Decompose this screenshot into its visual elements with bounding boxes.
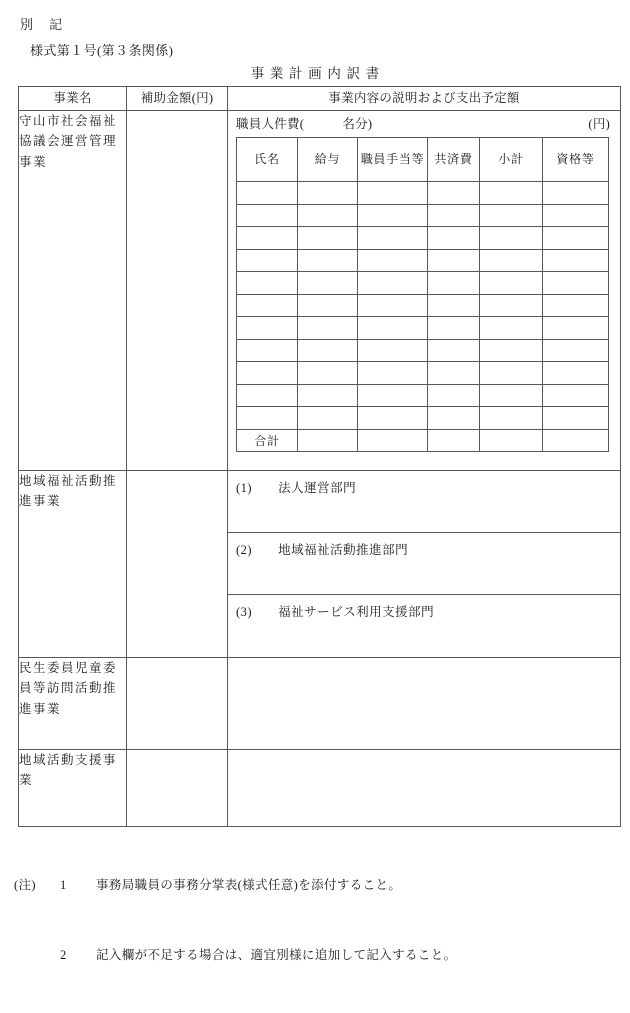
column-header-description: 事業内容の説明および支出予定額: [228, 87, 621, 111]
subsidy-amount-cell[interactable]: [127, 658, 228, 750]
appendix-label: 別 記: [20, 17, 64, 32]
notes-label: (注): [14, 878, 36, 893]
personnel-table-spacer: [228, 452, 620, 470]
personnel-cost-header: [228, 111, 620, 135]
personnel-cell[interactable]: [480, 317, 543, 340]
personnel-cell[interactable]: [358, 407, 428, 430]
personnel-blank-row[interactable]: [237, 339, 609, 362]
division-label: 法人運営部門: [278, 481, 357, 495]
personnel-cell[interactable]: [358, 227, 428, 250]
personnel-cell[interactable]: [543, 317, 609, 340]
personnel-column-mutual-aid: 共済費: [428, 138, 480, 182]
personnel-blank-row[interactable]: [237, 317, 609, 340]
personnel-cell[interactable]: [543, 272, 609, 295]
personnel-cell[interactable]: [428, 227, 480, 250]
subsidy-amount-cell[interactable]: [127, 111, 228, 471]
personnel-cell[interactable]: [358, 182, 428, 205]
personnel-cell[interactable]: [428, 272, 480, 295]
personnel-blank-row[interactable]: [237, 182, 609, 205]
note-item: [14, 944, 457, 967]
personnel-blank-row[interactable]: [237, 227, 609, 250]
division-number: (3): [236, 605, 253, 619]
personnel-cell[interactable]: [298, 249, 358, 272]
personnel-cell[interactable]: [237, 384, 298, 407]
column-header-business-name: 事業名: [19, 87, 127, 111]
table-header-row: [19, 87, 621, 111]
business-name-cell: 地域福祉活動推進事業: [19, 471, 127, 658]
business-name-cell: 地域活動支援事業: [19, 750, 127, 827]
description-cell: [228, 111, 621, 471]
personnel-cell[interactable]: [543, 362, 609, 385]
personnel-column-salary: 給与: [298, 138, 358, 182]
personnel-cell[interactable]: [237, 407, 298, 430]
table-row: [19, 471, 621, 658]
business-name-cell: 民生委員児童委員等訪問活動推進事業: [19, 658, 127, 750]
personnel-cell[interactable]: [543, 407, 609, 430]
personnel-total-qualification[interactable]: [543, 429, 609, 452]
note-text: 事務局職員の事務分掌表(様式任意)を添付すること。: [96, 878, 402, 893]
business-name-cell: 守山市社会福祉協議会運営管理事業: [19, 111, 127, 471]
subsidy-amount-cell[interactable]: [127, 750, 228, 827]
personnel-cell[interactable]: [298, 227, 358, 250]
personnel-cell[interactable]: [358, 204, 428, 227]
personnel-total-label: 合計: [237, 429, 298, 452]
currency-unit-label: (円): [588, 117, 610, 131]
personnel-cell[interactable]: [480, 362, 543, 385]
personnel-cell[interactable]: [237, 294, 298, 317]
personnel-cell[interactable]: [480, 384, 543, 407]
division-number: (1): [236, 481, 253, 495]
division-item-3[interactable]: [228, 595, 620, 657]
personnel-cell[interactable]: [298, 384, 358, 407]
personnel-cell[interactable]: [298, 362, 358, 385]
personnel-cell[interactable]: [298, 204, 358, 227]
personnel-cell[interactable]: [298, 407, 358, 430]
personnel-cost-label: 職員人件費( 名分): [236, 117, 373, 131]
division-label: 地域福祉活動推進部門: [278, 543, 409, 557]
personnel-column-qualification: 資格等: [543, 138, 609, 182]
personnel-blank-row[interactable]: [237, 384, 609, 407]
personnel-blank-row[interactable]: [237, 294, 609, 317]
table-row: [19, 111, 621, 471]
personnel-blank-row[interactable]: [237, 407, 609, 430]
personnel-cell[interactable]: [298, 317, 358, 340]
personnel-cell[interactable]: [428, 384, 480, 407]
personnel-cell[interactable]: [543, 182, 609, 205]
note-number: 2: [60, 947, 67, 962]
personnel-blank-row[interactable]: [237, 249, 609, 272]
personnel-cell[interactable]: [428, 362, 480, 385]
personnel-total-row: [237, 429, 609, 452]
personnel-cell[interactable]: [428, 407, 480, 430]
personnel-cell[interactable]: [237, 227, 298, 250]
personnel-cell[interactable]: [480, 294, 543, 317]
personnel-cell[interactable]: [298, 339, 358, 362]
personnel-cell[interactable]: [428, 317, 480, 340]
note-text: 記入欄が不足する場合は、適宜別様に追加して記入すること。: [96, 947, 457, 962]
personnel-blank-row[interactable]: [237, 362, 609, 385]
business-plan-table: [18, 86, 621, 827]
personnel-table: [236, 137, 609, 452]
personnel-cell[interactable]: [543, 227, 609, 250]
description-cell[interactable]: [228, 658, 621, 750]
personnel-cell[interactable]: [543, 204, 609, 227]
personnel-cell[interactable]: [358, 294, 428, 317]
personnel-cell[interactable]: [428, 294, 480, 317]
division-label: 福祉サービス利用支援部門: [278, 605, 435, 619]
personnel-cell[interactable]: [237, 339, 298, 362]
personnel-cell[interactable]: [358, 249, 428, 272]
personnel-header-row: [237, 138, 609, 182]
form-number: 様式第１号(第３条関係): [30, 43, 174, 58]
personnel-cell[interactable]: [428, 339, 480, 362]
description-cell[interactable]: [228, 750, 621, 827]
division-item-1[interactable]: [228, 471, 620, 533]
personnel-cell[interactable]: [480, 182, 543, 205]
personnel-cell[interactable]: [358, 362, 428, 385]
footer-notes: [14, 828, 457, 1013]
personnel-cell[interactable]: [237, 317, 298, 340]
personnel-cell[interactable]: [358, 339, 428, 362]
note-item: [14, 874, 457, 897]
personnel-cell[interactable]: [428, 182, 480, 205]
personnel-cell[interactable]: [298, 272, 358, 295]
personnel-cell[interactable]: [480, 339, 543, 362]
personnel-blank-row[interactable]: [237, 204, 609, 227]
page-title: 事業計画内訳書: [250, 66, 385, 81]
personnel-cell[interactable]: [237, 249, 298, 272]
subsidy-amount-cell[interactable]: [127, 471, 228, 658]
personnel-cell[interactable]: [358, 384, 428, 407]
personnel-cell[interactable]: [237, 362, 298, 385]
personnel-cell[interactable]: [480, 227, 543, 250]
personnel-cell[interactable]: [358, 272, 428, 295]
personnel-column-name: 氏名: [237, 138, 298, 182]
personnel-column-allowance: 職員手当等: [358, 138, 428, 182]
personnel-cell[interactable]: [237, 182, 298, 205]
personnel-total-salary[interactable]: [298, 429, 358, 452]
personnel-blank-row[interactable]: [237, 272, 609, 295]
table-row: [19, 750, 621, 827]
personnel-cell[interactable]: [543, 339, 609, 362]
personnel-cell[interactable]: [298, 182, 358, 205]
personnel-cell[interactable]: [480, 407, 543, 430]
column-header-subsidy-amount: 補助金額(円): [127, 87, 228, 111]
personnel-cell[interactable]: [428, 204, 480, 227]
note-number: 1: [60, 878, 67, 893]
personnel-cell[interactable]: [543, 294, 609, 317]
division-item-2[interactable]: [228, 533, 620, 595]
personnel-cell[interactable]: [543, 249, 609, 272]
description-cell: [228, 471, 621, 658]
personnel-total-mutual-aid[interactable]: [428, 429, 480, 452]
personnel-cell[interactable]: [237, 204, 298, 227]
personnel-cell[interactable]: [480, 204, 543, 227]
personnel-cell[interactable]: [428, 249, 480, 272]
division-number: (2): [236, 543, 253, 557]
personnel-cell[interactable]: [358, 317, 428, 340]
personnel-cell[interactable]: [298, 294, 358, 317]
table-row: [19, 658, 621, 750]
personnel-cell[interactable]: [480, 249, 543, 272]
personnel-cell[interactable]: [480, 272, 543, 295]
personnel-cell[interactable]: [237, 272, 298, 295]
personnel-cell[interactable]: [543, 384, 609, 407]
personnel-total-allowance[interactable]: [358, 429, 428, 452]
personnel-total-subtotal[interactable]: [480, 429, 543, 452]
personnel-column-subtotal: 小計: [480, 138, 543, 182]
